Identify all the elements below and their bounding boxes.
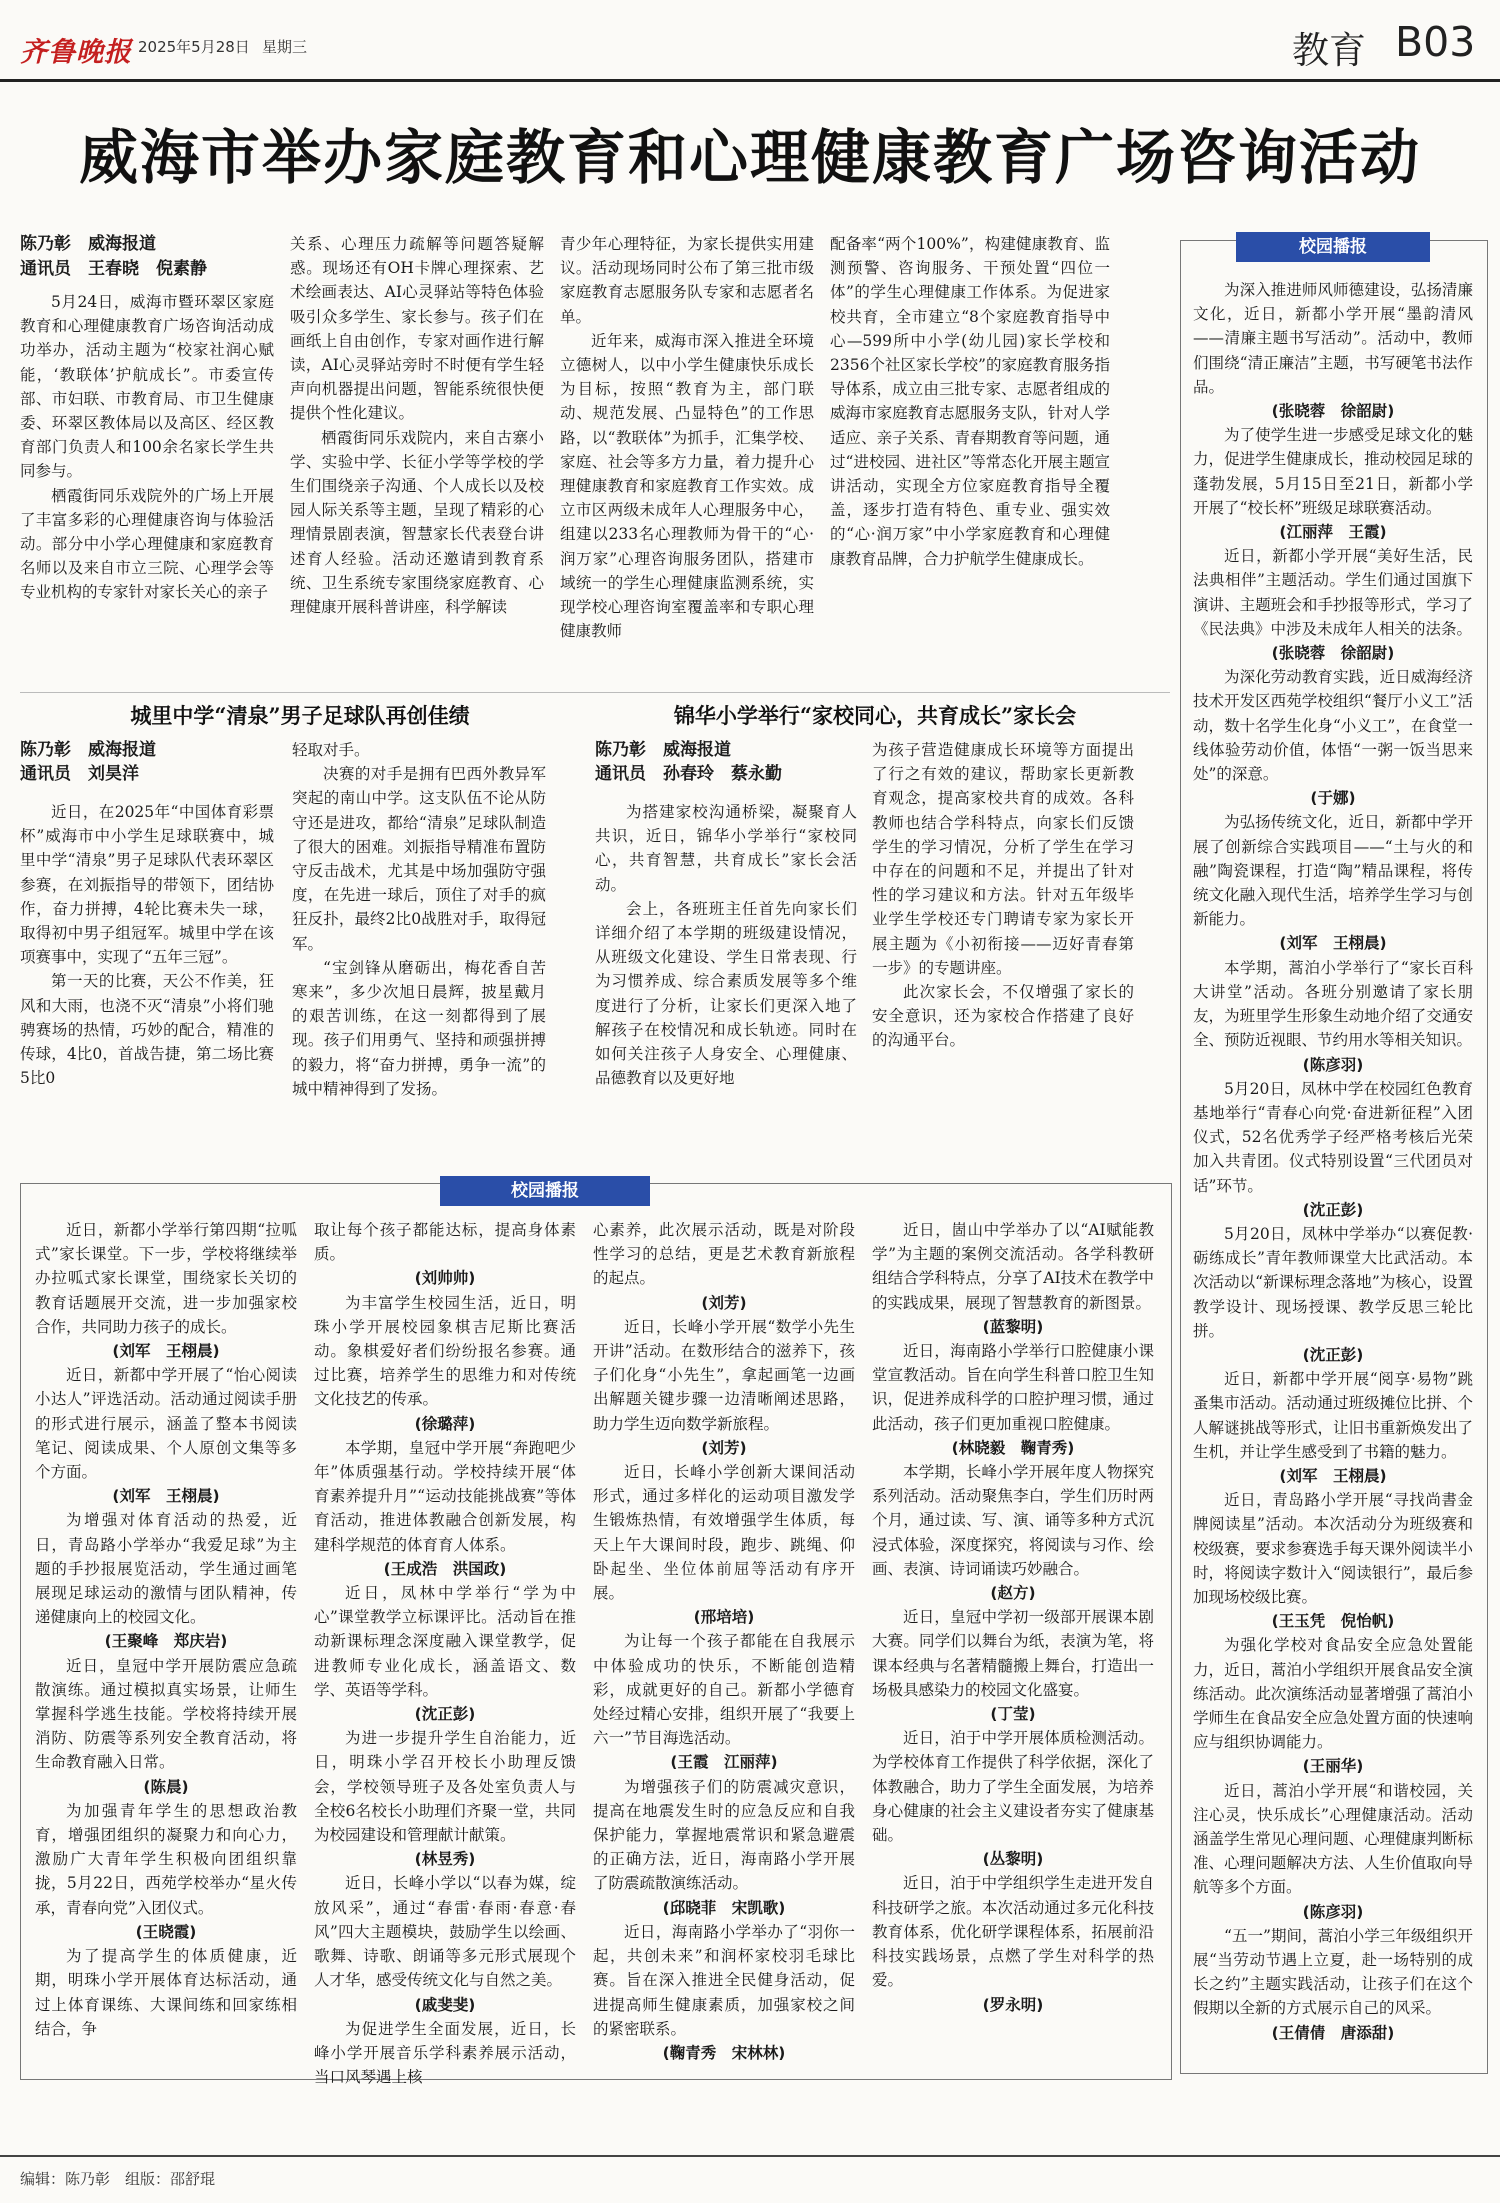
brief-text: 近日，新都中学开展“阅享·易物”跳蚤集市活动。活动通过班级摊位比拼、个人解谜挑战等形式，让旧书重新焕发出了生机，并让学生感受到了书籍的魅力。 xyxy=(1193,1370,1473,1461)
story-parents-column-2 xyxy=(872,738,1134,1170)
brief-text: 本学期，蒿泊小学举行了“家长百科大讲堂”活动。各班分别邀请了家长朋友，为班里学生形象生动地介绍了交通安全、预防近视眼、节约用水等相关知识。 xyxy=(1193,958,1473,1050)
paragraph: “宝剑锋从磨砺出，梅花香自苦寒来”，多少次旭日晨辉，披星戴月的艰苦训练，在这一刻都得到了展现。孩子们用勇气、坚持和顽强拼搏的毅力，将“奋力拼搏，勇争一流”的城中精神得到了发扬。 xyxy=(292,958,546,1098)
brief-signature: (于娜) xyxy=(1310,789,1356,808)
paragraph: 为孩子营造健康成长环境等方面提出了行之有效的建议，帮助家长更新教育观念，提高家校共育的成效。各科教师也结合学科特点，向家长们反馈学生的学习情况，分析了学生在学习中存在的问题和不足，并提出了针对性的学习建议和方法。针对五年级毕业学生学校还专门聘请专家为家长开展主题为《小初衔接——迈好青春第一步》的专题讲座。 xyxy=(872,741,1134,977)
issue-weekday: 星期三 xyxy=(262,38,308,56)
brief-signature: (刘军 王栩晨) xyxy=(1279,1466,1387,1485)
brief-text: 近日，皇冠中学初一级部开展课本剧大赛。同学们以舞台为纸，表演为笔，将课本经典与名著精髓搬上舞台，打造出一场极具感染力的校园文化盛宴。 xyxy=(872,1608,1154,1699)
paragraph: 此次家长会，不仅增强了家长的安全意识，还为家校合作搭建了良好的沟通平台。 xyxy=(872,983,1134,1050)
page-number: B03 xyxy=(1395,18,1476,66)
brief-text: 为进一步提升学生自治能力，近日，明珠小学召开校长小助理反馈会，学校领导班子及各处室负责人与全校6名校长小助理们齐聚一堂，共同为校园建设和管理献计献策。 xyxy=(314,1729,576,1845)
brief-text: 近日，海南路小学举行口腔健康小课堂宣教活动。旨在向学生科普口腔卫生知识，促进养成科学的口腔护理习惯，通过此活动，孩子们更加重视口腔健康。 xyxy=(872,1342,1154,1433)
brief-signature: (沈正彭) xyxy=(414,1705,476,1724)
brief-text: 5月20日，凤林中学举办“以赛促教·砺练成长”青年教师课堂大比武活动。本次活动以“新课标理念落地”为核心，设置教学设计、现场授课、教学反思三轮比拼。 xyxy=(1193,1224,1473,1340)
brief-signature: (罗永明) xyxy=(982,1995,1044,2014)
brief-signature: (鞠青秀 宋林林) xyxy=(662,2043,786,2062)
brief-text: 本学期，皇冠中学开展“奔跑吧少年”体质强基行动。学校持续开展“体育素养提升月”“运动技能挑战赛”等体育活动，推进体教融合创新发展，构建科学规范的体育育人体系。 xyxy=(314,1438,576,1554)
paragraph: 会上，各班班主任首先向家长们详细介绍了本学期的班级建设情况，从班级文化建设、学生日常表现、行为习惯养成、综合素质发展等多个维度进行了分析，让家长们更深入地了解孩子在校情况和成长轨迹。同时在如何关注孩子人身安全、心理健康、品德教育以及更好地 xyxy=(595,899,857,1088)
brief-signature: (江丽萍 王霞) xyxy=(1279,523,1387,542)
campus-briefs-column-2 xyxy=(314,1218,576,2087)
brief-signature: (王成浩 洪国政) xyxy=(383,1559,507,1578)
brief-text: 为加强青年学生的思想政治教育，增强团组织的凝聚力和向心力，激励广大青年学生积极向团组织靠拢，5月22日，西苑学校举办“星火传承，青春向党”入团仪式。 xyxy=(35,1801,297,1917)
brief-signature: (王玉凭 倪怡帆) xyxy=(1271,1612,1395,1631)
brief-text: 近日，崮山中学举办了以“AI赋能教学”为主题的案例交流活动。各学科教研组结合学科特点，分享了AI技术在教学中的实践成果，展现了智慧教育的新图景。 xyxy=(872,1221,1154,1312)
brief-text: 近日，长峰小学创新大课间活动形式，通过多样化的运动项目激发学生锻炼热情，有效增强学生体质，每天上午大课间时段，跑步、跳绳、仰卧起坐、坐位体前屈等活动有序开展。 xyxy=(593,1463,855,1603)
bottom-rule xyxy=(0,2155,1500,2157)
newspaper-masthead: 齐鲁晚报 xyxy=(20,37,132,68)
brief-signature: (刘芳) xyxy=(701,1293,747,1312)
brief-text: “五一”期间，蒿泊小学三年级组织开展“当劳动节遇上立夏，赴一场特别的成长之约”主题实践活动，让孩子们在这个假期以全新的方式展示自己的风采。 xyxy=(1193,1926,1473,2018)
brief-text: 心素养，此次展示活动，既是对阶段性学习的总结，更是艺术教育新旅程的起点。 xyxy=(593,1221,855,1288)
issue-date: 2025年5月28日 xyxy=(138,38,250,56)
brief-signature: (陈彦羽) xyxy=(1302,1055,1364,1074)
paragraph: 关系、心理压力疏解等问题答疑解惑。现场还有OH卡牌心理探索、艺术绘画表达、AI心灵驿站等特色体验吸引众多学生、家长参与。孩子们在画纸上自由创作，专家对画作进行解读，AI心灵驿站旁时不时便有学生轻声向机器提出问题，智能系统很快便提供个性化建议。 xyxy=(290,235,544,423)
brief-signature: (丛黎明) xyxy=(982,1850,1044,1869)
brief-signature: (徐璐萍) xyxy=(414,1414,476,1433)
paragraph: 栖霞街同乐戏院内，来自古寨小学、实验中学、长征小学等学校的学生们围绕亲子沟通、个人成长以及校园人际关系等主题，呈现了精彩的心理情景剧表演，智慧家长代表登台讲述育人经验。活动还邀请到教育系统、卫生系统专家围绕家庭教育、心理健康开展科普讲座，科学解读 xyxy=(290,428,544,617)
brief-text: 为了使学生进一步感受足球文化的魅力，促进学生健康成长，推动校园足球的蓬勃发展，5月15日至21日，新都小学开展了“校长杯”班级足球联赛活动。 xyxy=(1193,426,1473,517)
brief-text: 近日，新都中学开展了“怡心阅读小达人”评选活动。活动通过阅读手册的形式进行展示，涵盖了整本书阅读笔记、阅读成果、个人原创文集等多个方面。 xyxy=(35,1366,297,1482)
story-football-byline-reporter: 陈乃彰 威海报道 xyxy=(20,740,156,760)
story-parents-byline-reporter: 陈乃彰 威海报道 xyxy=(595,740,731,760)
brief-text: 近日，新都小学举行第四期“拉呱式”家长课堂。下一步，学校将继续举办拉呱式家长课堂，围绕家长关切的教育话题展开交流，进一步加强家校合作，共同助力孩子的成长。 xyxy=(35,1221,297,1336)
paragraph: 青少年心理特征，为家长提供实用建议。活动现场同时公布了第三批市级家庭教育志愿服务队专家和志愿者名单。 xyxy=(560,235,814,326)
paragraph: 配备率“两个100%”，构建健康教育、监测预警、咨询服务、干预处置“四位一体”的学生心理健康工作体系。为促进家校共育，全市建立“8个家庭教育指导中心—599所中小学(幼儿园)家长学校和2356个社区家长学校”的家庭教育服务指导体系，成立由三批专家、志愿者组成的威海市家庭教育志愿服务支队，针对人学适应、亲子关系、青春期教育等问题，通过“进校园、进社区”等常态化开展主题宣讲活动，实现全方位家庭教育指导全覆盖，逐步打造有特色、重专业、强实效的“心·润万家”中小学家庭教育和心理健康教育品牌，合力护航学生健康成长。 xyxy=(830,235,1110,568)
paragraph: 为搭建家校沟通桥梁，凝聚育人共识，近日，锦华小学举行“家校同心，共育智慧，共育成长”家长会活动。 xyxy=(595,803,857,894)
paragraph: 轻取对手。 xyxy=(292,741,370,759)
brief-signature: (林昱秀) xyxy=(414,1850,476,1869)
brief-text: 5月20日，凤林中学在校园红色教育基地举行“青春心向党·奋进新征程”入团仪式，52名优秀学子经严格考核后光荣加入共青团。仪式特别设置“三代团员对话”环节。 xyxy=(1193,1079,1473,1195)
main-column-2 xyxy=(290,232,544,685)
brief-text: 为促进学生全面发展，近日，长峰小学开展音乐学科素养展示活动，当口风琴遇上核 xyxy=(314,2019,576,2087)
brief-text: 近日，海南路小学举办了“羽你一起，共创未来”和润杯家校羽毛球比赛。旨在深入推进全民健身活动，促进提高师生健康素质，加强家校之间的紧密联系。 xyxy=(593,1922,855,2038)
story-parents-column-1 xyxy=(595,800,857,1170)
brief-signature: (邢培培) xyxy=(693,1608,755,1627)
brief-signature: (刘芳) xyxy=(701,1438,747,1457)
brief-signature: (刘军 王栩晨) xyxy=(1279,934,1387,953)
brief-text: 近日，皇冠中学开展防震应急疏散演练。通过模拟真实场景，让师生掌握科学逃生技能。学校将持续开展消防、防震等系列安全教育活动，将生命教育融入日常。 xyxy=(35,1656,297,1772)
story-football-column-1 xyxy=(20,800,274,1170)
brief-signature: (丁莹) xyxy=(990,1705,1036,1724)
brief-text: 为弘扬传统文化，近日，新都中学开展了创新综合实践项目——“土与火的和融”陶瓷课程，打造“陶”精品课程，将传统文化融入现代生活，培养学生学习与创新能力。 xyxy=(1193,813,1473,929)
paragraph: 5月24日，威海市暨环翠区家庭教育和心理健康教育广场咨询活动成功举办，活动主题为“校家社润心赋能，‘教联体’护航成长”。市委宣传部、市妇联、市教育局、市卫生健康委、环翠区教体局以及高区、经区教育部门负责人和100余名家长学生共同参与。 xyxy=(20,293,274,481)
brief-text: 近日，凤林中学举行“学为中心”课堂教学立标课评比。活动旨在推动新课标理念深度融入课堂教学，促进教师专业化成长，涵盖语文、数学、英语等学科。 xyxy=(314,1584,576,1699)
brief-text: 近日，新都小学开展“美好生活，民法典相伴”主题活动。学生们通过国旗下演讲、主题班会和手抄报等形式，学习了《民法典》中涉及未成年人相关的法条。 xyxy=(1193,547,1473,638)
story-parents-meeting-title: 锦华小学举行“家校同心，共育成长”家长会 xyxy=(673,703,1077,728)
brief-text: 本学期，长峰小学开展年度人物探究系列活动。活动聚焦李白，学生们历时两个月，通过读、写、演、诵等多种方式沉浸式体验，深度探究，将阅读与习作、绘画、表演、诗词诵读巧妙融合。 xyxy=(872,1463,1154,1578)
campus-briefs-sidebar-label: 校园播报 xyxy=(1236,232,1430,262)
brief-signature: (王倩倩 唐添甜) xyxy=(1271,2023,1395,2042)
brief-signature: (王霞 江丽萍) xyxy=(670,1753,778,1772)
paragraph: 近日，在2025年“中国体育彩票杯”威海市中小学生足球联赛中，城里中学“清泉”男子足球队代表环翠区参赛，在刘振指导的带领下，团结协作，奋力拼搏，4轮比赛未失一球，取得初中男子组冠军。城里中学在该项赛事中，实现了“五年三冠”。 xyxy=(20,803,274,967)
section-name: 教育 xyxy=(1292,29,1366,72)
brief-signature: (张晓蓉 徐韶尉) xyxy=(1271,644,1395,663)
brief-signature: (王晓霞) xyxy=(135,1922,197,1941)
paragraph: 近年来，威海市深入推进全环境立德树人，以中小学生健康快乐成长为目标，按照“教育为主，部门联动、规范发展、凸显特色”的工作思路，以“教联体”为抓手，汇集学校、家庭、社会等多方力量，着力提升心理健康教育和家庭教育工作实效。成立市区两级未成年人心理服务中心，组建以233名心理教师为骨干的“心·润万家”心理咨询服务团队，搭建市域统一的学生心理健康监测系统，实现学校心理咨询室覆盖率和专职心理健康教师 xyxy=(560,331,814,641)
paragraph: 第一天的比赛，天公不作美，狂风和大雨，也浇不灭“清泉”小将们驰骋赛场的热情，巧妙的配合，精准的传球，4比0，首战告捷，第二场比赛5比0 xyxy=(20,972,274,1088)
brief-text: 取让每个孩子都能达标，提高身体素质。 xyxy=(314,1221,576,1264)
brief-signature: (沈正彭) xyxy=(1302,1200,1364,1219)
brief-signature: (刘军 王栩晨) xyxy=(112,1342,220,1361)
brief-signature: (王聚峰 郑庆岩) xyxy=(104,1632,228,1651)
brief-text: 近日，青岛路小学开展“寻找尚書金牌阅读星”活动。本次活动分为班级赛和校级赛，要求参赛选手每天课外阅读半小时，将阅读字数计入“阅读银行”，最后参加现场校级比赛。 xyxy=(1193,1491,1473,1606)
paragraph: 决赛的对手是拥有巴西外教异军突起的南山中学。这支队伍不论从防守还是进攻，都给“清泉”足球队制造了很大的困难。刘振指导精准布置防守反击战术，尤其是中场加强防守强度，在先进一球后，顶住了对手的疯狂反扑，最终2比0战胜对手，取得冠军。 xyxy=(292,765,546,953)
brief-signature: (蓝黎明) xyxy=(982,1317,1044,1336)
main-byline-correspondent: 通讯员 王春晓 倪素静 xyxy=(20,259,207,279)
campus-briefs-box-label: 校园播报 xyxy=(440,1176,650,1206)
brief-text: 近日，蒿泊小学开展“和谐校园，关注心灵，快乐成长”心理健康活动。活动涵盖学生常见心理问题、心理健康判断标准、心理问题解决方法、人生价值取向导航等多个方面。 xyxy=(1193,1781,1473,1897)
campus-briefs-sidebar-list xyxy=(1193,278,1473,2068)
top-rule xyxy=(0,79,1500,82)
campus-briefs-column-1 xyxy=(35,1218,297,2070)
brief-signature: (沈正彭) xyxy=(1302,1345,1364,1364)
campus-briefs-column-4 xyxy=(872,1218,1154,2070)
story-football-column-2 xyxy=(292,738,546,1170)
editor-credit: 编辑：陈乃彰 组版：邵舒琨 xyxy=(20,2170,216,2188)
brief-text: 近日，长峰小学以“以春为媒，绽放风采”，通过“春雷·春雨·春意·春风”四大主题模块，鼓励学生以绘画、歌舞、诗歌、朗诵等多元形式展现个人才华，感受传统文化与自然之美。 xyxy=(314,1874,576,1990)
story-football-title: 城里中学“清泉”男子足球队再创佳绩 xyxy=(130,703,470,728)
brief-text: 近日，泊于中学组织学生走进开发自科技研学之旅。本次活动通过多元化科技教育体系，优化研学课程体系，拓展前沿科技实践场景，点燃了学生对科学的热爱。 xyxy=(872,1874,1154,1990)
brief-signature: (戚斐斐) xyxy=(414,1995,476,2014)
brief-text: 为深化劳动教育实践，近日威海经济技术开发区西苑学校组织“餐厅小义工”活动，数十名学生化身“小义工”，在食堂一线体验劳动价值，体悟“一粥一饭当思来处”的深意。 xyxy=(1193,668,1473,784)
brief-text: 为增强对体育活动的热爱，近日，青岛路小学举办“我爱足球”为主题的手抄报展览活动，学生通过画笔展现足球运动的激情与团队精神，传递健康向上的校园文化。 xyxy=(35,1511,297,1627)
brief-signature: (王丽华) xyxy=(1302,1757,1364,1776)
brief-text: 为强化学校对食品安全应急处置能力，近日，蒿泊小学组织开展食品安全演练活动。此次演练活动显著增强了蒿泊小学师生在食品安全应急处置方面的快速响应与组织协调能力。 xyxy=(1193,1636,1473,1752)
brief-text: 近日，泊于中学开展体质检测活动。为学校体育工作提供了科学依据，深化了体教融合，助力了学生全面发展，为培养身心健康的社会主义建设者夯实了健康基础。 xyxy=(872,1729,1154,1845)
brief-text: 为让每一个孩子都能在自我展示中体验成功的快乐，不断能创造精彩，成就更好的自己。新都小学德育处经过精心安排，组织开展了“我要上六一”节目海选活动。 xyxy=(593,1632,855,1748)
brief-text: 为了提高学生的体质健康，近期，明珠小学开展体育达标活动，通过上体育课练、大课间练和回家练相结合，争 xyxy=(35,1947,297,2038)
brief-signature: (林晓毅 鞠青秀) xyxy=(951,1438,1075,1457)
brief-signature: (张晓蓉 徐韶尉) xyxy=(1271,402,1395,421)
main-headline: 威海市举办家庭教育和心理健康教育广场咨询活动 xyxy=(78,123,1421,192)
story-football-byline-correspondent: 通讯员 刘昊洋 xyxy=(20,764,139,784)
campus-briefs-column-3 xyxy=(593,1218,855,2070)
brief-text: 为深入推进师风师德建设，弘扬清廉文化，近日，新都小学开展“墨韵清风——清廉主题书写活动”。活动中，教师们围绕“清正廉洁”主题，书写硬笔书法作品。 xyxy=(1193,281,1473,396)
brief-signature: (赵方) xyxy=(990,1584,1036,1603)
main-column-4 xyxy=(830,232,1110,685)
divider xyxy=(20,692,1170,693)
brief-signature: (刘军 王栩晨) xyxy=(112,1487,220,1506)
brief-text: 为丰富学生校园生活，近日，明珠小学开展校园象棋吉尼斯比赛活动。象棋爱好者们纷纷报名参赛。通过比赛，培养学生的思维力和对传统文化技艺的传承。 xyxy=(314,1293,576,1409)
paragraph: 栖霞街同乐戏院外的广场上开展了丰富多彩的心理健康咨询与体验活动。部分中小学心理健康和家庭教育名师以及来自市立三院、心理学会等专业机构的专家针对家长关心的亲子 xyxy=(20,486,274,602)
main-column-1 xyxy=(20,290,274,685)
brief-signature: (陈晨) xyxy=(143,1777,189,1796)
brief-text: 为增强孩子们的防震减灾意识，提高在地震发生时的应急反应和自我保护能力，掌握地震常识和紧急避震的正确方法，近日，海南路小学开展了防震疏散演练活动。 xyxy=(593,1777,855,1893)
brief-signature: (邱晓菲 宋凯歌) xyxy=(662,1898,786,1917)
main-byline-reporter: 陈乃彰 威海报道 xyxy=(20,234,156,254)
brief-signature: (陈彦羽) xyxy=(1302,1902,1364,1921)
brief-text: 近日，长峰小学开展“数学小先生开讲”活动。在数形结合的滋养下，孩子们化身“小先生”，拿起画笔一边画出解题关键步骤一边清晰阐述思路，助力学生迈向数学新旅程。 xyxy=(593,1317,855,1433)
story-parents-byline-correspondent: 通讯员 孙春玲 蔡永勤 xyxy=(595,764,782,784)
brief-signature: (刘帅帅) xyxy=(414,1269,476,1288)
main-column-3 xyxy=(560,232,814,685)
